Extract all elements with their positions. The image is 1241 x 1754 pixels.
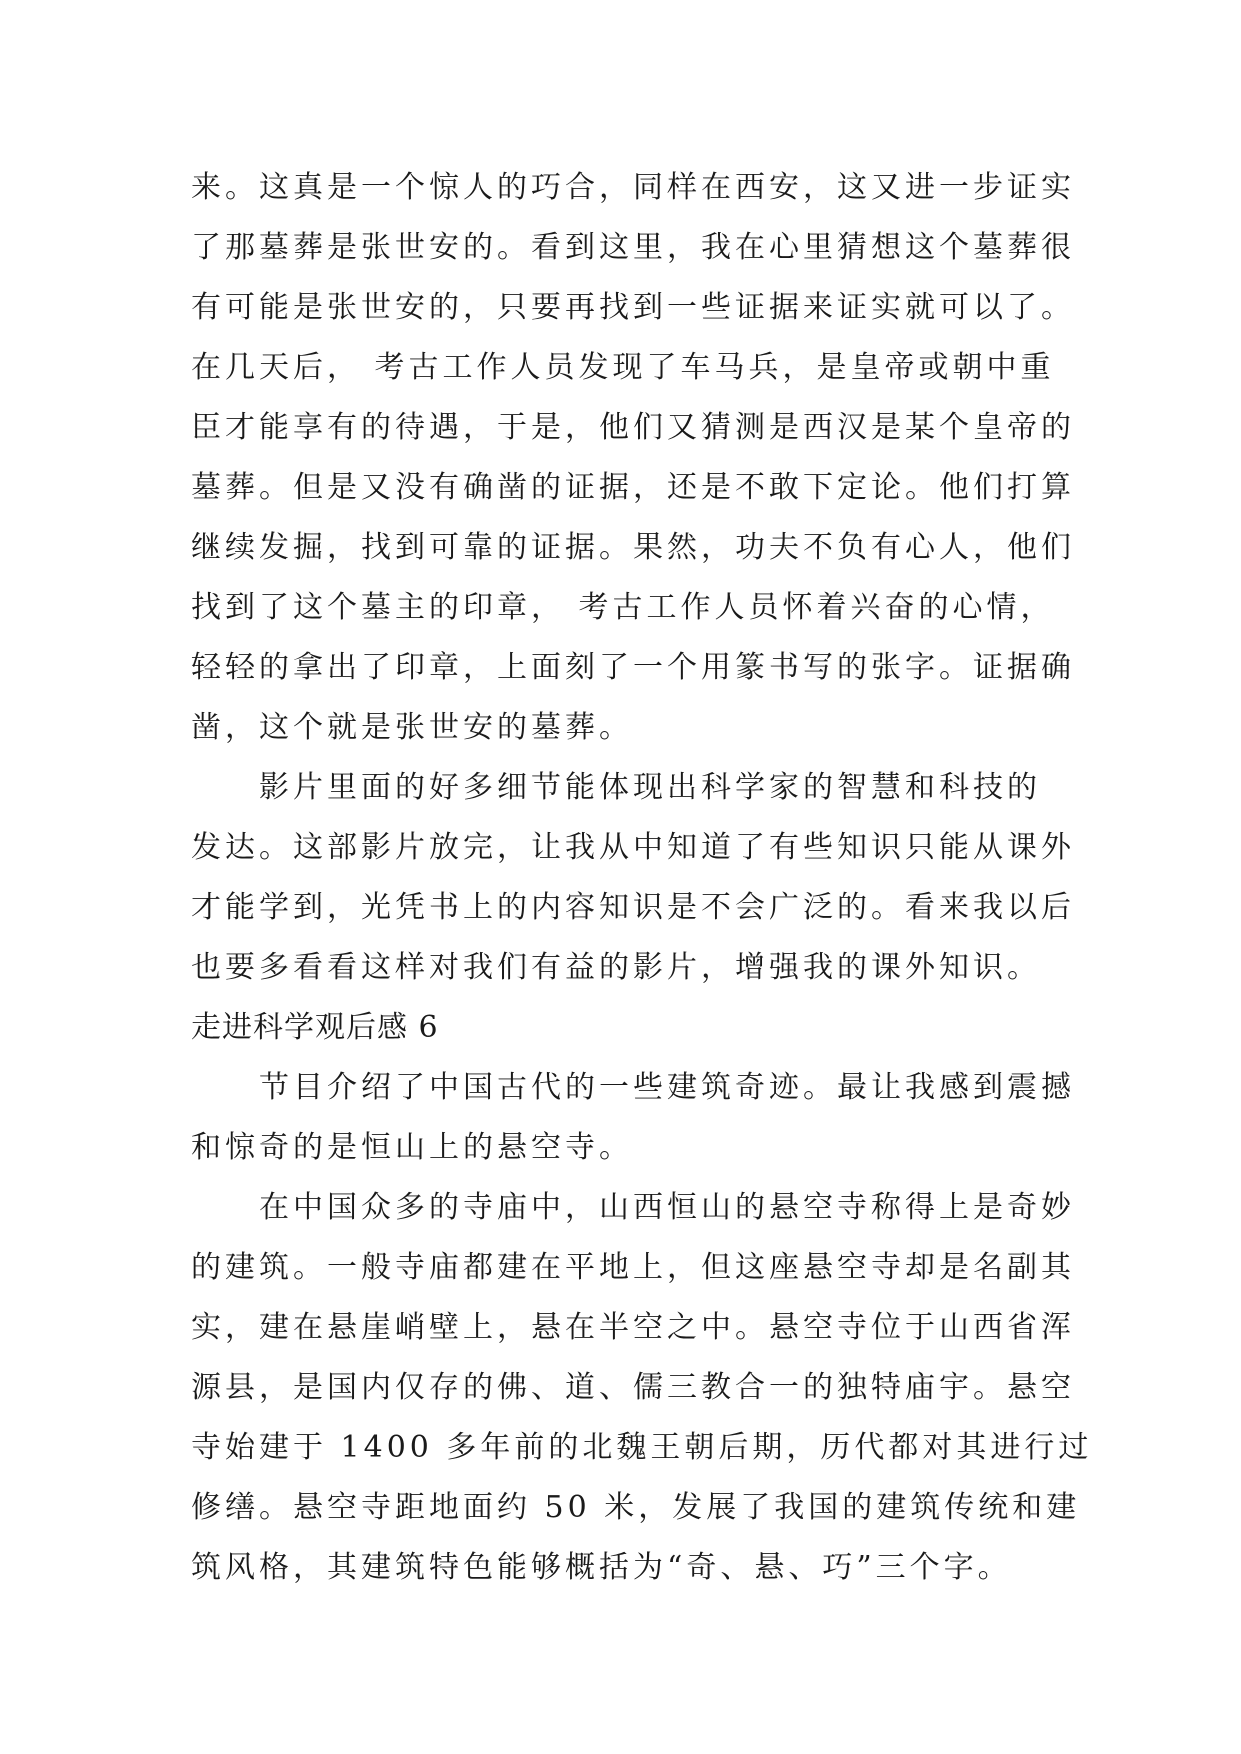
text-line: 筑风格，其建筑特色能够概括为“奇、悬、巧”三个字。	[191, 1550, 1012, 1585]
text-line: 发达。这部影片放完，让我从中知道了有些知识只能从课外	[191, 830, 1075, 865]
text-line-paragraph-start: 在中国众多的寺庙中，山西恒山的悬空寺称得上是奇妙	[259, 1190, 1075, 1225]
text-line: 在几天后， 考古工作人员发现了车马兵，是皇帝或朝中重	[191, 350, 1055, 385]
text-line: 才能学到，光凭书上的内容知识是不会广泛的。看来我以后	[191, 890, 1075, 925]
section-heading: 走进科学观后感 6	[191, 1010, 439, 1045]
text-line: 寺始建于 1400 多年前的北魏王朝后期，历代都对其进行过	[191, 1430, 1093, 1465]
text-line: 的建筑。一般寺庙都建在平地上，但这座悬空寺却是名副其	[191, 1250, 1075, 1285]
text-line: 源县，是国内仅存的佛、道、儒三教合一的独特庙宇。悬空	[191, 1370, 1075, 1405]
text-line-paragraph-start: 节目介绍了中国古代的一些建筑奇迹。最让我感到震撼	[259, 1070, 1075, 1105]
text-line: 有可能是张世安的，只要再找到一些证据来证实就可以了。	[191, 290, 1075, 325]
text-line: 继续发掘，找到可靠的证据。果然，功夫不负有心人，他们	[191, 530, 1075, 565]
text-line: 修缮。悬空寺距地面约 50 米，发展了我国的建筑传统和建	[191, 1490, 1081, 1525]
text-line: 了那墓葬是张世安的。看到这里，我在心里猜想这个墓葬很	[191, 230, 1075, 265]
text-line: 轻轻的拿出了印章，上面刻了一个用篆书写的张字。证据确	[191, 650, 1075, 685]
text-line: 凿，这个就是张世安的墓葬。	[191, 710, 633, 745]
text-line: 来。这真是一个惊人的巧合，同样在西安，这又进一步证实	[191, 170, 1075, 205]
text-line: 臣才能享有的待遇，于是，他们又猜测是西汉是某个皇帝的	[191, 410, 1075, 445]
document-body	[191, 158, 1093, 1598]
text-line: 和惊奇的是恒山上的悬空寺。	[191, 1130, 633, 1165]
text-line: 实，建在悬崖峭壁上，悬在半空之中。悬空寺位于山西省浑	[191, 1310, 1075, 1345]
text-line: 找到了这个墓主的印章， 考古工作人员怀着兴奋的心情，	[191, 590, 1055, 625]
text-line: 也要多看看这样对我们有益的影片，增强我的课外知识。	[191, 950, 1041, 985]
text-line: 墓葬。但是又没有确凿的证据，还是不敢下定论。他们打算	[191, 470, 1075, 505]
text-line-paragraph-start: 影片里面的好多细节能体现出科学家的智慧和科技的	[259, 770, 1041, 805]
